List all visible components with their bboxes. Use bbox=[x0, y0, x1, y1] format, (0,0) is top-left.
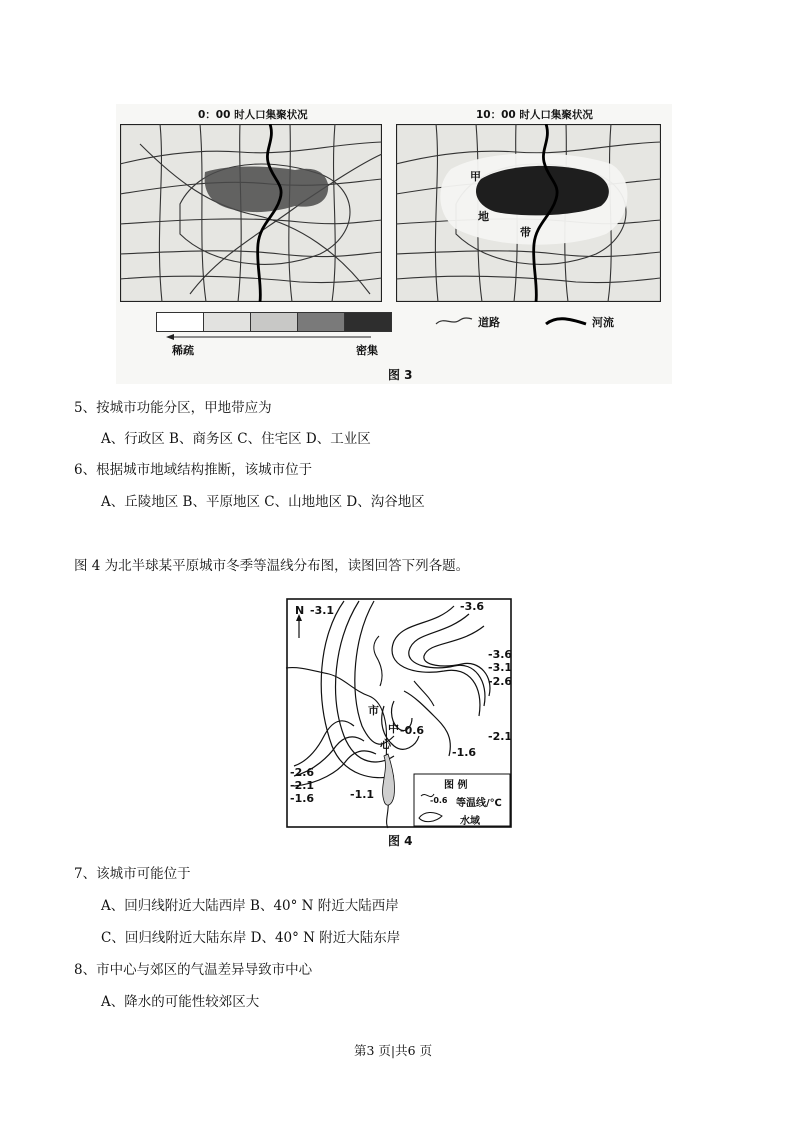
iso-label-center: -0.6 bbox=[400, 724, 425, 737]
iso-label-r2: -3.1 bbox=[488, 661, 513, 674]
map-10-hour bbox=[396, 124, 661, 302]
iso-label-r1: -3.6 bbox=[488, 648, 513, 661]
question-6-options: A、丘陵地区 B、平原地区 C、山地地区 D、沟谷地区 bbox=[101, 494, 425, 510]
question-8-option-a: A、降水的可能性较郊区大 bbox=[101, 994, 260, 1010]
iso-label-r4: -2.1 bbox=[488, 730, 513, 743]
page-footer: 第3 页|共6 页 bbox=[354, 1043, 433, 1058]
figure3-caption: 图 3 bbox=[388, 368, 413, 382]
figure3-title-left: 0：00 时人口集聚状况 bbox=[198, 109, 308, 121]
iso-label-l1: -2.6 bbox=[290, 766, 315, 779]
label-jia: 甲 bbox=[470, 170, 481, 183]
figure3-title-right: 10：00 时人口集聚状况 bbox=[476, 109, 593, 121]
iso-label-top-left: -3.1 bbox=[310, 604, 335, 617]
road-legend-icon bbox=[434, 314, 474, 328]
question-5: 5、按城市功能分区，甲地带应为 bbox=[74, 400, 272, 416]
legend-isotherm: 等温线/℃ bbox=[456, 798, 502, 809]
question-7-options-ab: A、回归线附近大陆西岸 B、40° N 附近大陆西岸 bbox=[101, 898, 399, 914]
iso-label-r3: -2.6 bbox=[488, 675, 513, 688]
legend-iso-value: -0.6 bbox=[430, 796, 448, 805]
legend-title: 图 例 bbox=[444, 780, 468, 791]
question-7: 7、该城市可能位于 bbox=[74, 866, 191, 882]
question-7-options-cd: C、回归线附近大陆东岸 D、40° N 附近大陆东岸 bbox=[101, 930, 401, 946]
river-legend-icon bbox=[544, 314, 588, 328]
legend-river: 河流 bbox=[592, 316, 614, 329]
question-6: 6、根据城市地域结构推断，该城市位于 bbox=[74, 462, 313, 478]
density-arrow bbox=[166, 332, 376, 342]
label-di: 地 bbox=[478, 210, 489, 223]
city-label-xin: 心 bbox=[380, 738, 391, 751]
figure4-intro: 图 4 为北半球某平原城市冬季等温线分布图，读图回答下列各题。 bbox=[74, 558, 470, 574]
label-dai: 带 bbox=[520, 226, 531, 239]
north-label: N bbox=[295, 604, 305, 617]
question-8: 8、市中心与郊区的气温差异导致市中心 bbox=[74, 962, 313, 978]
density-legend-bar bbox=[156, 312, 392, 332]
iso-label-l2: -2.1 bbox=[290, 779, 315, 792]
figure4-caption: 图 4 bbox=[388, 834, 413, 848]
legend-road: 道路 bbox=[478, 316, 500, 329]
map-0-hour bbox=[120, 124, 382, 302]
iso-label-r5: -1.6 bbox=[452, 746, 477, 759]
iso-label-l3: -1.6 bbox=[290, 792, 315, 805]
legend-sparse: 稀疏 bbox=[172, 344, 194, 357]
figure-4 bbox=[284, 596, 514, 846]
iso-label-top-right: -3.6 bbox=[460, 600, 485, 613]
city-label-zhong: 中 bbox=[388, 722, 399, 735]
figure-3 bbox=[116, 104, 672, 384]
question-5-options: A、行政区 B、商务区 C、住宅区 D、工业区 bbox=[101, 431, 371, 447]
city-label-shi: 市 bbox=[368, 704, 379, 717]
iso-label-bottom: -1.1 bbox=[350, 788, 375, 801]
legend-dense: 密集 bbox=[356, 344, 378, 357]
legend-water: 水域 bbox=[460, 816, 480, 827]
